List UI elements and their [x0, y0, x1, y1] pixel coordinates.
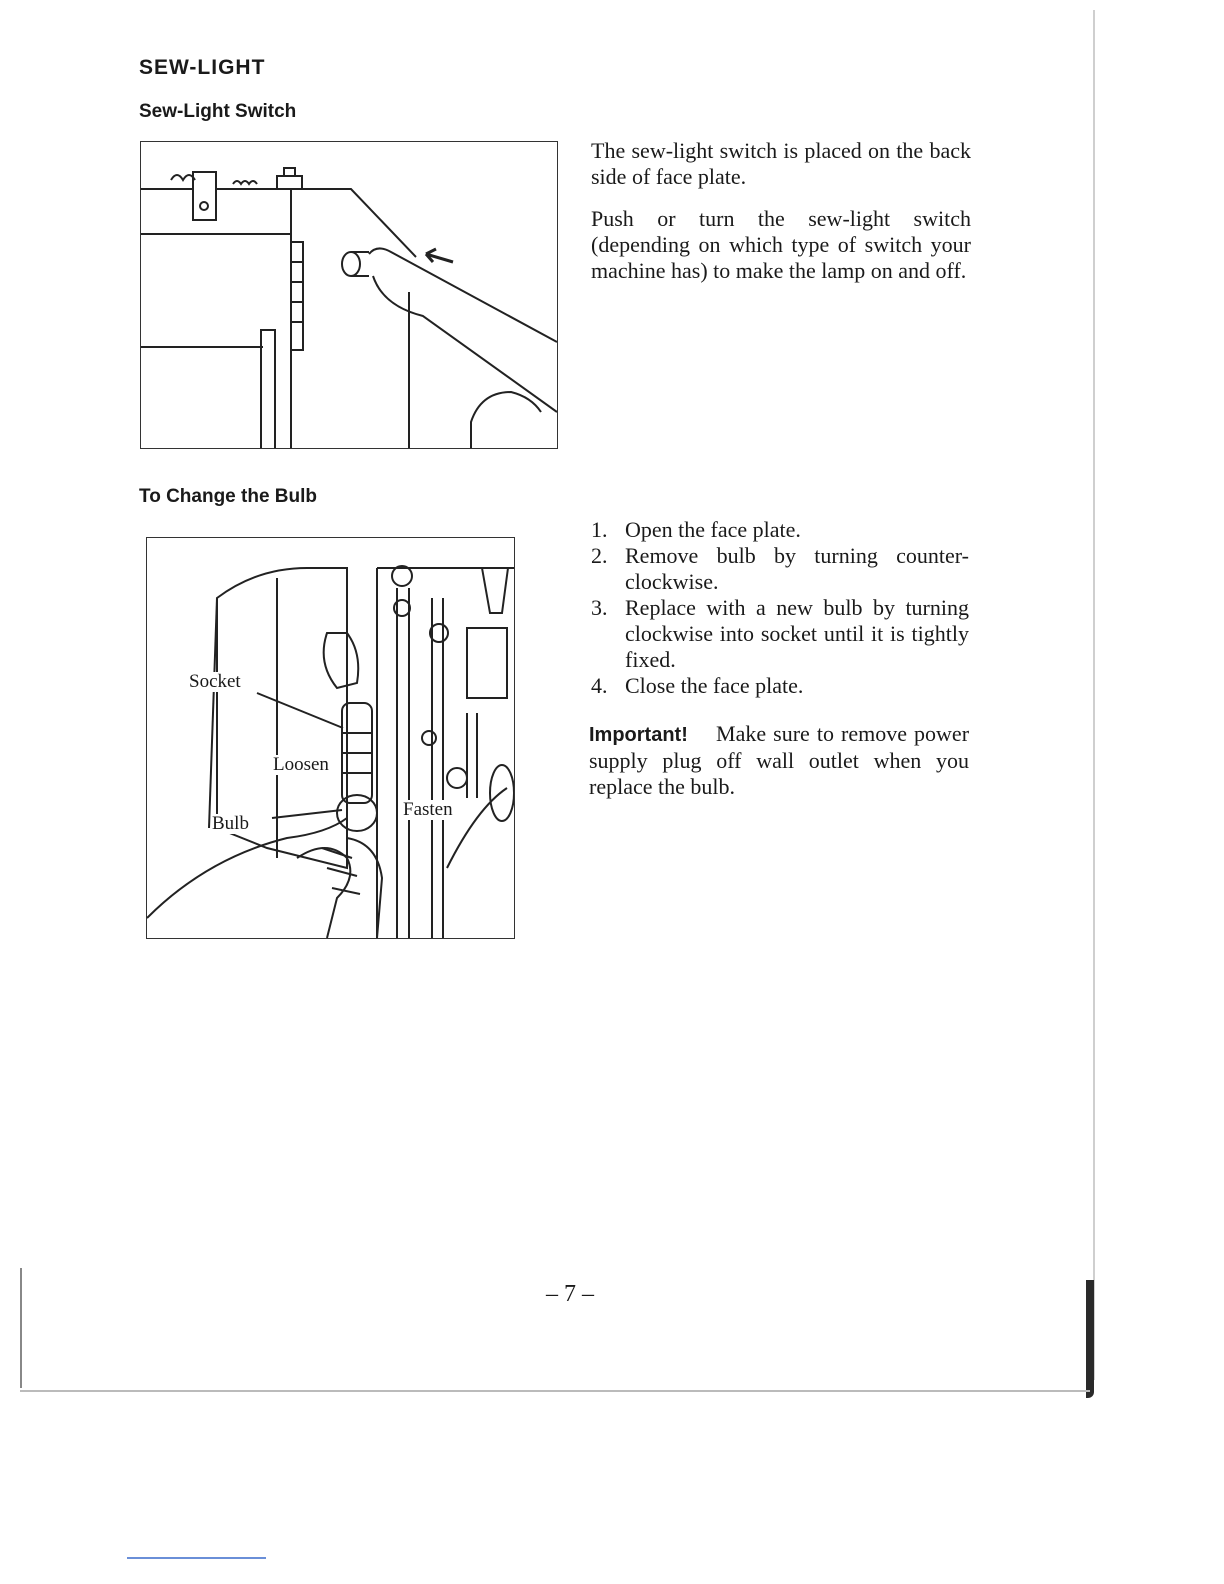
list-item: 4. Close the face plate. [591, 673, 804, 698]
switch-paragraph: The sew-light switch is placed on the back side of face plate. [591, 138, 971, 189]
switch-illustration [141, 142, 557, 448]
list-item: 2. Remove bulb by turning counter-clockwise. [591, 543, 969, 594]
page-number: – 7 – [546, 1281, 594, 1307]
switch-paragraph: Push or turn the sew-light switch (depending on which type of switch your machine has) to make the lamp on and off. [591, 206, 971, 283]
change-bulb-figure [146, 537, 515, 939]
fasten-label: Fasten [403, 799, 453, 820]
section-title: SEW-LIGHT [139, 56, 266, 79]
scan-edge-left [20, 1268, 22, 1388]
bulb-illustration [147, 538, 514, 938]
scan-edge-bottom [20, 1390, 1090, 1392]
socket-label: Socket [189, 671, 241, 692]
switch-heading: Sew-Light Switch [139, 101, 297, 122]
loosen-label: Loosen [273, 754, 329, 775]
important-label: Important! [589, 724, 688, 746]
scan-edge-right [1093, 10, 1095, 1380]
important-note [589, 721, 969, 800]
steps-list [589, 517, 969, 699]
bulb-heading: To Change the Bulb [139, 486, 318, 507]
list-item: 3. Replace with a new bulb by turning clockwise into socket until it is tightly fixed. [591, 595, 969, 672]
scan-edge-shadow [1086, 1280, 1094, 1398]
sew-light-switch-figure [140, 141, 558, 449]
bulb-label: Bulb [212, 813, 249, 834]
underline-mark [127, 1557, 266, 1559]
list-item: 1. Open the face plate. [591, 517, 801, 542]
important-text: Make sure to remove power supply plug off wall outlet when you replace the bulb. [589, 721, 970, 799]
